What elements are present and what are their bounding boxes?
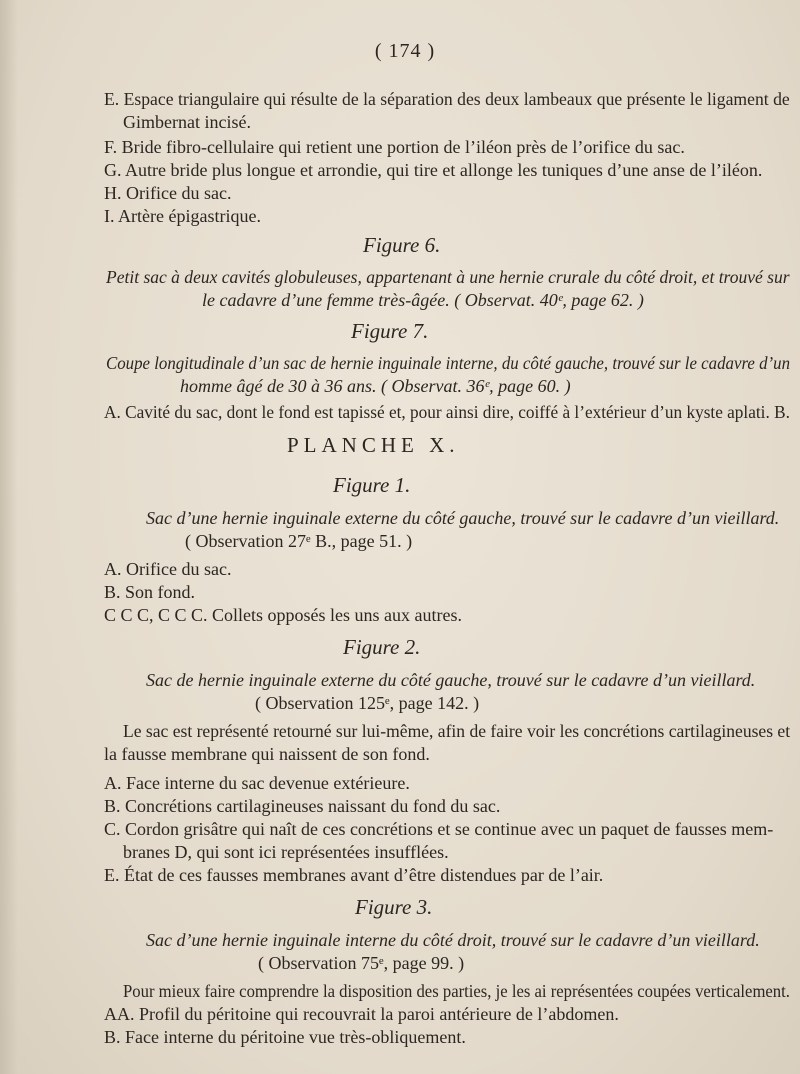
plate-figure-3-heading: Figure 3. <box>355 895 433 919</box>
figure-6-heading: Figure 6. <box>363 233 441 257</box>
plate-figure-2-text-cont: la fausse membrane qui naissent de son fond. <box>104 744 430 764</box>
plate-figure-2-legend-c-cont: branes D, qui sont ici représentées insufflées. <box>123 842 449 862</box>
plate-figure-2-text: Le sac est représenté retourné sur lui-même, afin de faire voir les concrétions cartilagineuses et <box>123 721 791 741</box>
legend-f: F. Bride fibro-cellulaire qui retient une portion de l’iléon près de l’orifice du sac. <box>104 137 685 157</box>
page-binding-shadow <box>0 0 18 1074</box>
plate-figure-1-caption: Sac d’une hernie inguinale externe du côté gauche, trouvé sur le cadavre d’un vieillard. <box>146 508 780 528</box>
plate-figure-3-legend-aa: AA. Profil du péritoine qui recouvrait la paroi antérieure de l’abdomen. <box>104 1004 619 1024</box>
plate-figure-3-caption: Sac d’une hernie inguinale interne du côté droit, trouvé sur le cadavre d’un vieillard. <box>146 930 760 950</box>
plate-figure-1-heading: Figure 1. <box>333 473 411 497</box>
figure-7-legend-a: A. Cavité du sac, dont le fond est tapissé et, pour ainsi dire, coiffé à l’extérieur d’un kyste aplati. B. <box>104 402 790 422</box>
plate-figure-2-caption: Sac de hernie inguinale externe du côté gauche, trouvé sur le cadavre d’un vieillard. <box>146 670 756 690</box>
plate-figure-1-legend-b: B. Son fond. <box>104 582 196 602</box>
figure-6-caption: Petit sac à deux cavités globuleuses, appartenant à une hernie crurale du côté droit, et trouvé sur <box>106 267 790 287</box>
legend-e-cont: Gimbernat incisé. <box>123 112 251 132</box>
page-number: ( 174 ) <box>374 40 436 62</box>
plate-figure-2-legend-c: C. Cordon grisâtre qui naît de ces concrétions et se continue avec un paquet de fausses mem- <box>104 819 774 839</box>
legend-i: I. Artère épigastrique. <box>104 206 261 226</box>
plate-figure-1-legend-a: A. Orifice du sac. <box>104 559 232 579</box>
plate-figure-1-observation: ( Observation 27ᵉ B., page 51. ) <box>185 531 413 551</box>
plate-figure-2-legend-a: A. Face interne du sac devenue extérieure. <box>104 773 410 793</box>
plate-figure-2-legend-e: E. État de ces fausses membranes avant d’être distendues par de l’air. <box>104 865 604 885</box>
legend-g: G. Autre bride plus longue et arrondie, qui tire et allonge les tuniques d’une anse de l’iléon. <box>104 160 763 180</box>
figure-6-caption-cont: le cadavre d’une femme très-âgée. ( Observat. 40ᵉ, page 62. ) <box>202 290 644 310</box>
plate-figure-2-legend-b: B. Concrétions cartilagineuses naissant du fond du sac. <box>104 796 501 816</box>
figure-7-caption-cont: homme âgé de 30 à 36 ans. ( Observat. 36ᵉ, page 60. ) <box>180 376 571 396</box>
figure-7-heading: Figure 7. <box>351 319 429 343</box>
plate-figure-3-legend-b: B. Face interne du péritoine vue très-obliquement. <box>104 1027 466 1047</box>
plate-heading: PLANCHE X. <box>287 433 460 457</box>
legend-e: E. Espace triangulaire qui résulte de la séparation des deux lambeaux que présente le ligament de <box>104 89 790 109</box>
plate-figure-3-observation: ( Observation 75ᵉ, page 99. ) <box>258 953 465 973</box>
plate-figure-2-heading: Figure 2. <box>343 635 421 659</box>
legend-h: H. Orifice du sac. <box>104 183 232 203</box>
figure-7-caption: Coupe longitudinale d’un sac de hernie inguinale interne, du côté gauche, trouvé sur le cadavre d’un <box>106 353 791 373</box>
plate-figure-2-observation: ( Observation 125ᵉ, page 142. ) <box>255 693 480 713</box>
plate-figure-1-legend-c: C C C, C C C. Collets opposés les uns aux autres. <box>104 605 463 625</box>
plate-figure-3-text: Pour mieux faire comprendre la disposition des parties, je les ai représentées coupées verticalement. <box>123 981 790 1001</box>
